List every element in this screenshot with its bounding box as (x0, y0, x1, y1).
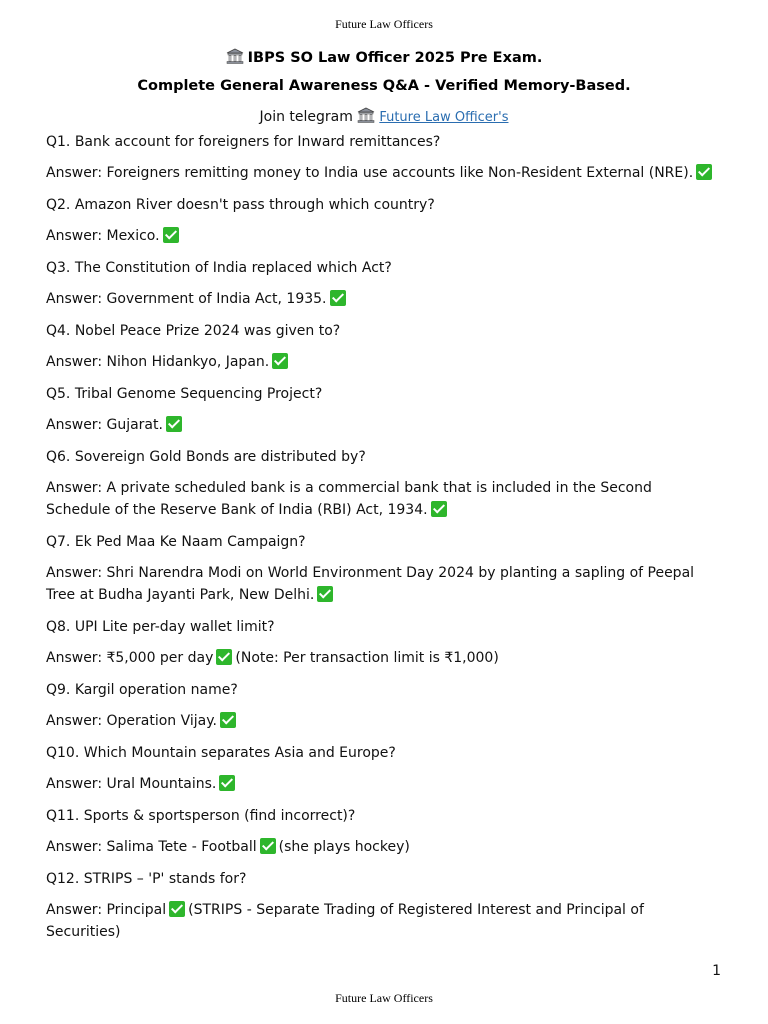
answer-text: Answer: Gujarat. (46, 417, 163, 433)
answer-text: Answer: Mexico. (46, 228, 160, 244)
answer-text: Answer: Principal (46, 902, 167, 918)
check-mark-icon (330, 290, 346, 306)
answer-note: (STRIPS - Separate Trading of Registered Interest and Principal of Securities) (46, 902, 644, 940)
answer-1 (46, 162, 716, 184)
answer-text: Answer: Government of India Act, 1935. (46, 291, 327, 307)
telegram-prefix: Join telegram (259, 109, 353, 125)
answer-text: Answer: A private scheduled bank is a commercial bank that is included in the Second Schedule of the Reserve Bank of India (RBI) Act, 1934. (46, 480, 652, 518)
question-6: Q6. Sovereign Gold Bonds are distributed by? (46, 449, 366, 465)
answer-text: Answer: Operation Vijay. (46, 713, 217, 729)
telegram-link[interactable]: Future Law Officer's (379, 110, 509, 125)
question-11: Q11. Sports & sportsperson (find incorrect)? (46, 808, 356, 824)
question-4: Q4. Nobel Peace Prize 2024 was given to? (46, 323, 341, 339)
check-mark-icon (272, 353, 288, 369)
page-footer: Future Law Officers (335, 991, 433, 1005)
question-2: Q2. Amazon River doesn't pass through which country? (46, 197, 435, 213)
answer-11 (46, 836, 716, 858)
answer-text: Answer: Ural Mountains. (46, 776, 217, 792)
bank-icon (226, 48, 244, 64)
answer-text: Answer: Nihon Hidankyo, Japan. (46, 354, 270, 370)
question-9: Q9. Kargil operation name? (46, 682, 238, 698)
answer-7 (46, 562, 716, 606)
question-12: Q12. STRIPS – 'P' stands for? (46, 871, 247, 887)
check-mark-icon (260, 838, 276, 854)
check-mark-icon (431, 501, 447, 517)
answer-2 (46, 225, 716, 247)
qa-list (46, 131, 716, 953)
check-mark-icon (166, 416, 182, 432)
check-mark-icon (220, 712, 236, 728)
question-1: Q1. Bank account for foreigners for Inward remittances? (46, 134, 441, 150)
answer-text: Answer: Foreigners remitting money to India use accounts like Non-Resident External (NRE). (46, 165, 694, 181)
bank-icon (357, 107, 375, 123)
check-mark-icon (169, 901, 185, 917)
answer-12 (46, 899, 716, 943)
check-mark-icon (696, 164, 712, 180)
page-number: 1 (712, 963, 721, 979)
check-mark-icon (163, 227, 179, 243)
question-5: Q5. Tribal Genome Sequencing Project? (46, 386, 323, 402)
answer-note: (she plays hockey) (278, 839, 410, 855)
telegram-line (0, 102, 768, 133)
answer-text: Answer: Shri Narendra Modi on World Environment Day 2024 by planting a sapling of Peepal Tree at Budha Jayanti Park, New Delhi. (46, 565, 695, 603)
question-3: Q3. The Constitution of India replaced which Act? (46, 260, 392, 276)
answer-5 (46, 414, 716, 436)
check-mark-icon (317, 586, 333, 602)
answer-3 (46, 288, 716, 310)
title-block (0, 44, 768, 133)
check-mark-icon (219, 775, 235, 791)
page-header: Future Law Officers (335, 17, 433, 31)
question-10: Q10. Which Mountain separates Asia and Europe? (46, 745, 396, 761)
answer-9 (46, 710, 716, 732)
answer-10 (46, 773, 716, 795)
title-main: IBPS SO Law Officer 2025 Pre Exam. (247, 50, 543, 66)
check-mark-icon (216, 649, 232, 665)
answer-text: Answer: Salima Tete - Football (46, 839, 257, 855)
answer-8 (46, 647, 716, 669)
answer-6 (46, 477, 716, 521)
question-8: Q8. UPI Lite per-day wallet limit? (46, 619, 275, 635)
answer-note: (Note: Per transaction limit is ₹1,000) (235, 650, 499, 666)
question-7: Q7. Ek Ped Maa Ke Naam Campaign? (46, 534, 306, 550)
title-line-2: Complete General Awareness Q&A - Verified Memory-Based. (137, 78, 631, 94)
answer-text: Answer: ₹5,000 per day (46, 650, 214, 666)
title-line-1 (0, 44, 768, 72)
answer-4 (46, 351, 716, 373)
